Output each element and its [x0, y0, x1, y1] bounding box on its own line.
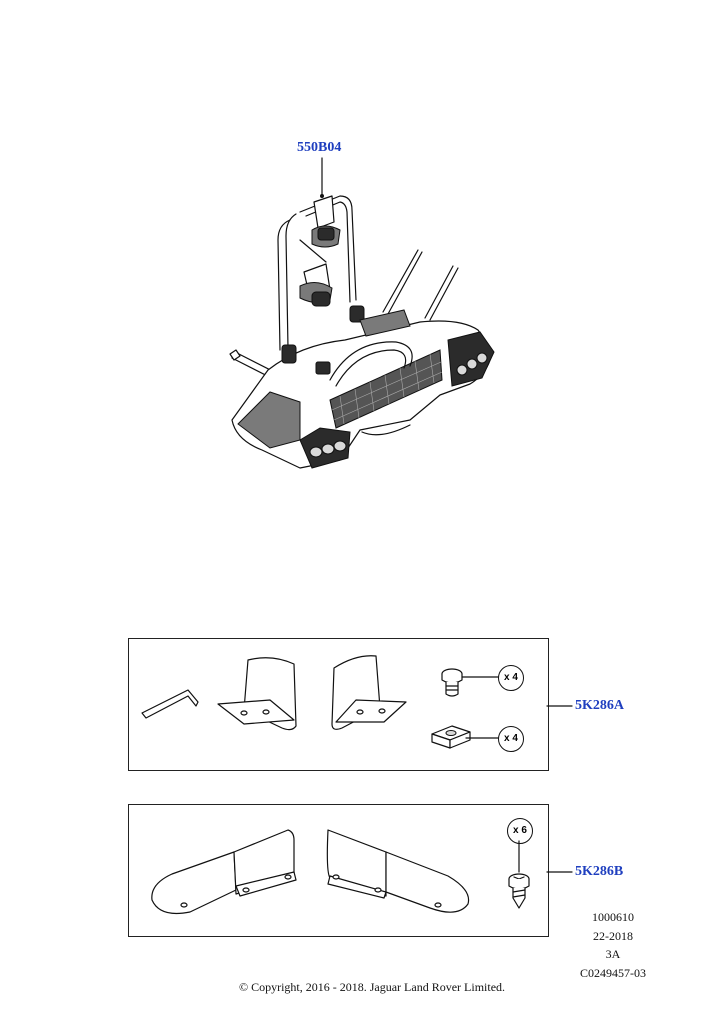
screw-icon	[509, 841, 529, 908]
meta-line-4: C0249457-03	[580, 965, 646, 980]
copyright-notice: © Copyright, 2016 - 2018. Jaguar Land Rover Limited.	[238, 980, 506, 994]
qty-badge-bolt: x 4	[498, 665, 524, 691]
callout-5K286A[interactable]: 5K286A	[575, 698, 624, 713]
meta-line-1: 1000610	[592, 910, 634, 924]
callout-5K286B[interactable]: 5K286B	[575, 864, 624, 879]
qty-badge-nut: x 4	[498, 726, 524, 752]
wheel-holder-left-icon	[152, 830, 296, 914]
meta-line-3: 3A	[605, 947, 621, 961]
wheel-holder-right-icon	[327, 830, 468, 912]
meta-line-2: 22-2018	[593, 928, 633, 943]
callout-550B04[interactable]: 550B04	[297, 140, 342, 155]
qty-badge-screw: x 6	[507, 818, 533, 844]
illustration-meta	[580, 908, 646, 982]
